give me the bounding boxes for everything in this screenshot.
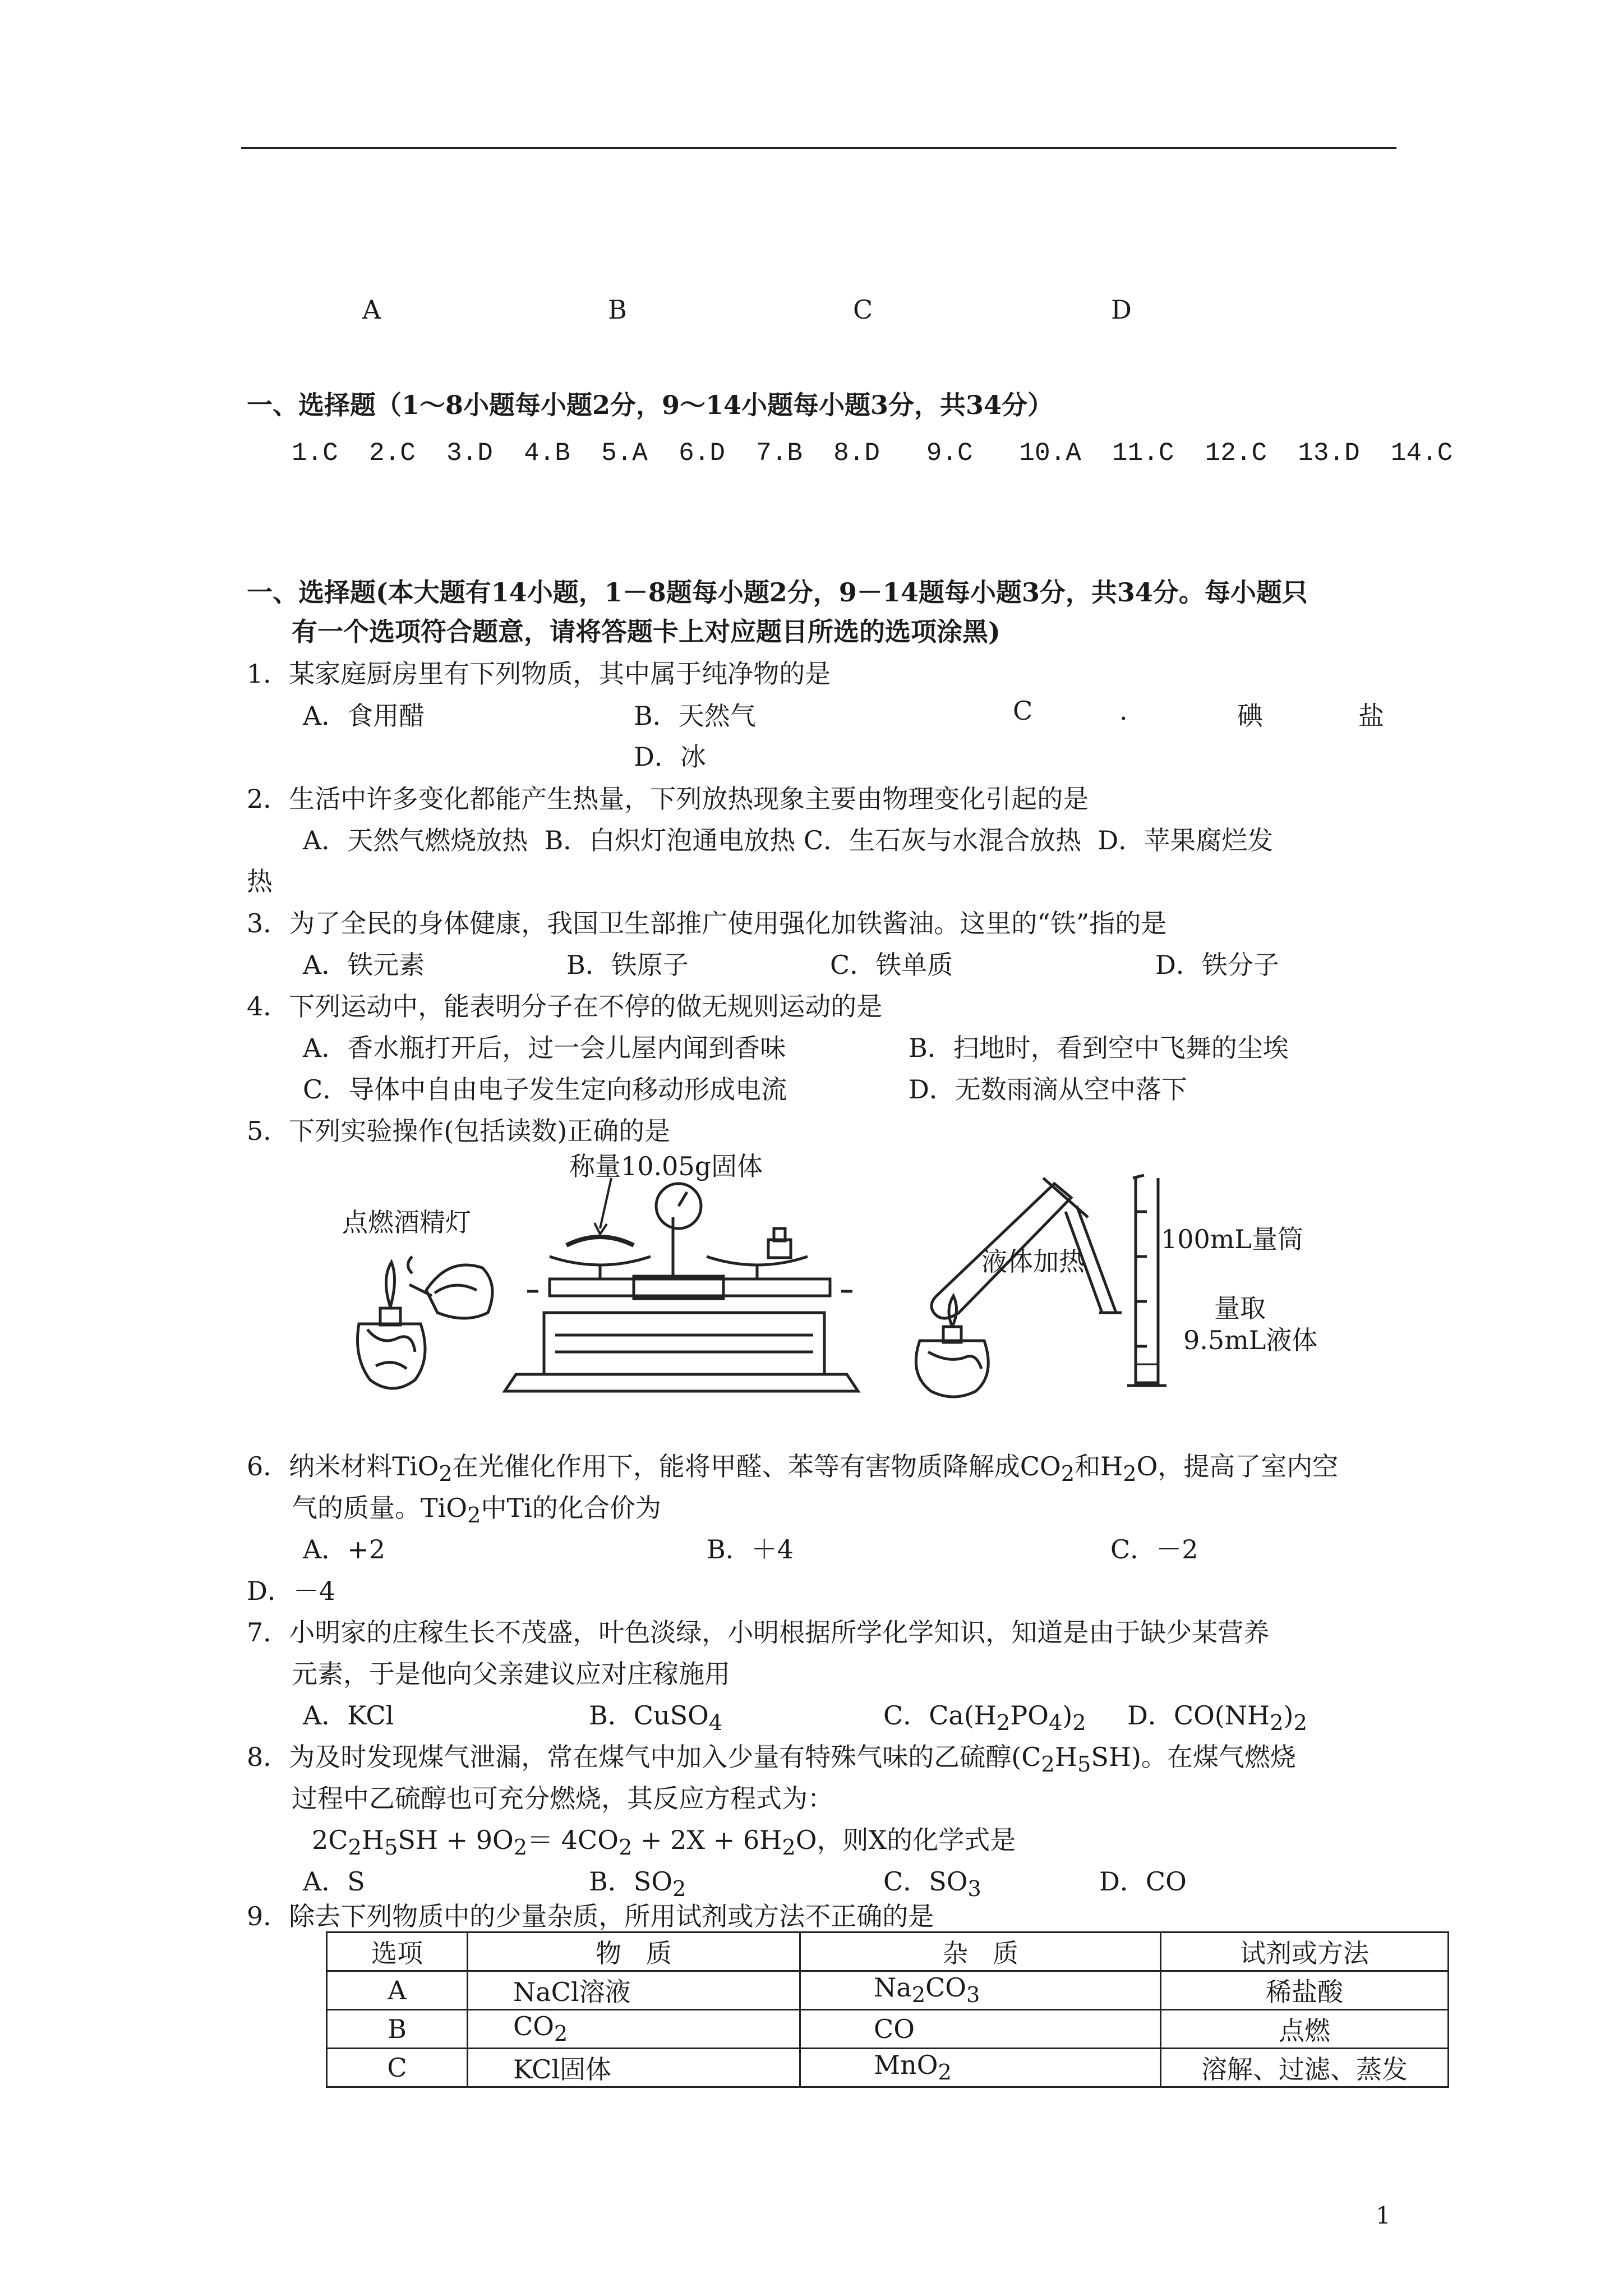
q8-equation: $2C_2H_5SH + 9O_2= 4CO_2 + 2X + 6H_2O$，则X的化学式是 — [312, 1825, 1016, 1861]
q9-table — [326, 1931, 1449, 2088]
answer-key: 1.C 2.C 3.D 4.B 5.A 6.D 7.B 8.D 9.C 10.A 11.C 12.C 13.D 14.C — [292, 439, 1453, 468]
q7-option-d: D．$CO(NH_2)_2$ — [1127, 1700, 1307, 1736]
top-label-c: C — [853, 295, 873, 325]
table-cell: 溶解、过滤、蒸发 — [1161, 2049, 1449, 2087]
q6-option-b: B．＋4 — [707, 1534, 794, 1565]
q1-option-a: A．食用醋 — [303, 701, 425, 731]
q1-stem: 1．某家庭厨房里有下列物质，其中属于纯净物的是 — [247, 659, 831, 689]
q5-label-lamp: 点燃酒精灯 — [342, 1207, 471, 1237]
top-label-d: D — [1111, 295, 1132, 325]
q1-option-c-letter: C — [1013, 696, 1033, 726]
q5-stem: 5．下列实验操作(包括读数)正确的是 — [247, 1116, 671, 1146]
table-cell: NaCl溶液 — [468, 1971, 800, 2010]
q1-option-c-word2: 盐 — [1358, 701, 1384, 731]
q4-option-d: D．无数雨滴从空中落下 — [909, 1074, 1187, 1105]
q2-stem: 2．生活中许多变化都能产生热量，下列放热现象主要由物理变化引起的是 — [247, 784, 1089, 814]
q8-option-d: D．CO — [1099, 1866, 1187, 1897]
header-rule — [241, 147, 1396, 149]
table-cell: MnO$_2$ — [800, 2049, 1161, 2087]
table-cell: C — [327, 2049, 468, 2087]
page-number: 1 — [1376, 2202, 1391, 2229]
graduated-cylinder-icon — [1127, 1175, 1166, 1386]
top-label-a: A — [362, 295, 381, 325]
q6-line1: 6．纳米材料TiO$_2$在光催化作用下，能将甲醛、苯等有害物质降解成$CO_2$和$H_2O$，提高了室内空 — [247, 1451, 1339, 1487]
table-row — [327, 2049, 1449, 2087]
q1-option-b: B．天然气 — [634, 701, 756, 731]
q4-stem: 4．下列运动中，能表明分子在不停的做无规则运动的是 — [247, 991, 883, 1022]
q1-option-d: D．冰 — [634, 742, 706, 772]
table-header-cell: 物 质 — [468, 1932, 800, 1971]
q4-option-b: B．扫地时，看到空中飞舞的尘埃 — [909, 1033, 1289, 1063]
q5-label-balance: 称量10.05g固体 — [569, 1151, 763, 1181]
q3-stem: 3．为了全民的身体健康，我国卫生部推广使用强化加铁酱油。这里的“铁”指的是 — [247, 908, 1167, 938]
q6-option-a: A．+2 — [303, 1534, 386, 1565]
q7-line2: 元素，于是他向父亲建议应对庄稼施用 — [292, 1659, 730, 1689]
q6-option-c: C．－2 — [1110, 1534, 1198, 1565]
table-cell: A — [327, 1971, 468, 2010]
q3-option-d: D．铁分子 — [1155, 950, 1279, 980]
q8-option-a: A．S — [303, 1866, 365, 1897]
q8-line1: 8．为及时发现煤气泄漏，常在煤气中加入少量有特殊气味的乙硫醇$(C_2H_5SH)$。在煤气燃烧 — [247, 1742, 1296, 1778]
table-header-cell: 杂 质 — [800, 1932, 1161, 1971]
section-heading-line1: 一、选择题(本大题有14小题，1－8题每小题2分，9－14题每小题3分，共34分。每小题只 — [247, 577, 1308, 608]
q8-line2: 过程中乙硫醇也可充分燃烧，其反应方程式为： — [292, 1783, 833, 1814]
q1-option-c-word1: 碘 — [1237, 701, 1263, 731]
q1-option-c-dot: . — [1119, 696, 1128, 726]
table-header-cell: 选项 — [327, 1932, 468, 1971]
table-cell: 点燃 — [1161, 2010, 1449, 2049]
balance-scale-icon — [505, 1184, 858, 1391]
top-label-b: B — [608, 295, 627, 325]
q4-option-c: C．导体中自由电子发生定向移动形成电流 — [303, 1074, 787, 1105]
table-cell: KCl固体 — [468, 2049, 800, 2087]
table-row — [327, 2010, 1449, 2049]
table-cell: $Na_2CO_3$ — [800, 1971, 1161, 2010]
q7-option-b: B．CuSO$_4$ — [589, 1700, 723, 1736]
q4-option-a: A．香水瓶打开后，过一会儿屋内闻到香味 — [303, 1033, 786, 1063]
q2-options-wrap: 热 — [247, 866, 273, 896]
q5-experiment-figure — [314, 1144, 1436, 1408]
q2-options: A．天然气燃烧放热 B．白炽灯泡通电放热 C．生石灰与水混合放热 D．苹果腐烂发 — [303, 825, 1274, 855]
table-row — [327, 1971, 1449, 2010]
test-tube-heating-icon — [916, 1178, 1122, 1397]
q8-option-c: C．$SO_3$ — [883, 1866, 981, 1902]
answer-heading: 一、选择题（1～8小题每小题2分，9～14小题每小题3分，共34分） — [247, 390, 1054, 420]
q9-stem: 9．除去下列物质中的少量杂质，所用试剂或方法不正确的是 — [247, 1901, 934, 1931]
table-header-row — [327, 1932, 1449, 1971]
q7-option-c: C．$Ca(H_2PO_4)_2$ — [883, 1700, 1086, 1736]
table-cell: B — [327, 2010, 468, 2049]
q5-label-measure2: 9.5mL液体 — [1183, 1325, 1318, 1355]
q5-label-cylinder: 100mL量筒 — [1161, 1224, 1303, 1254]
q5-label-measure1: 量取 — [1214, 1293, 1266, 1323]
q6-line2: 气的质量。TiO$_2$中Ti的化合价为 — [292, 1493, 661, 1529]
table-header-cell: 试剂或方法 — [1161, 1932, 1449, 1971]
q7-option-a: A．KCl — [303, 1700, 394, 1731]
q7-line1: 7．小明家的庄稼生长不茂盛，叶色淡绿，小明根据所学化学知识，知道是由于缺少某营养 — [247, 1617, 1270, 1648]
q6-option-d: D．－4 — [247, 1576, 336, 1606]
alcohol-lamp-pair-icon — [358, 1257, 493, 1388]
q3-option-a: A．铁元素 — [303, 950, 425, 980]
table-cell: 稀盐酸 — [1161, 1971, 1449, 2010]
section-heading-line2: 有一个选项符合题意，请将答题卡上对应题目所选的选项涂黑) — [292, 616, 1000, 647]
q3-option-c: C．铁单质 — [830, 950, 953, 980]
q8-option-b: B．$SO_2$ — [589, 1866, 686, 1902]
table-cell: $CO_2$ — [468, 2010, 800, 2049]
q5-label-heat: 液体加热 — [981, 1246, 1085, 1277]
q3-option-b: B．铁原子 — [566, 950, 689, 980]
table-cell: CO — [800, 2010, 1161, 2049]
